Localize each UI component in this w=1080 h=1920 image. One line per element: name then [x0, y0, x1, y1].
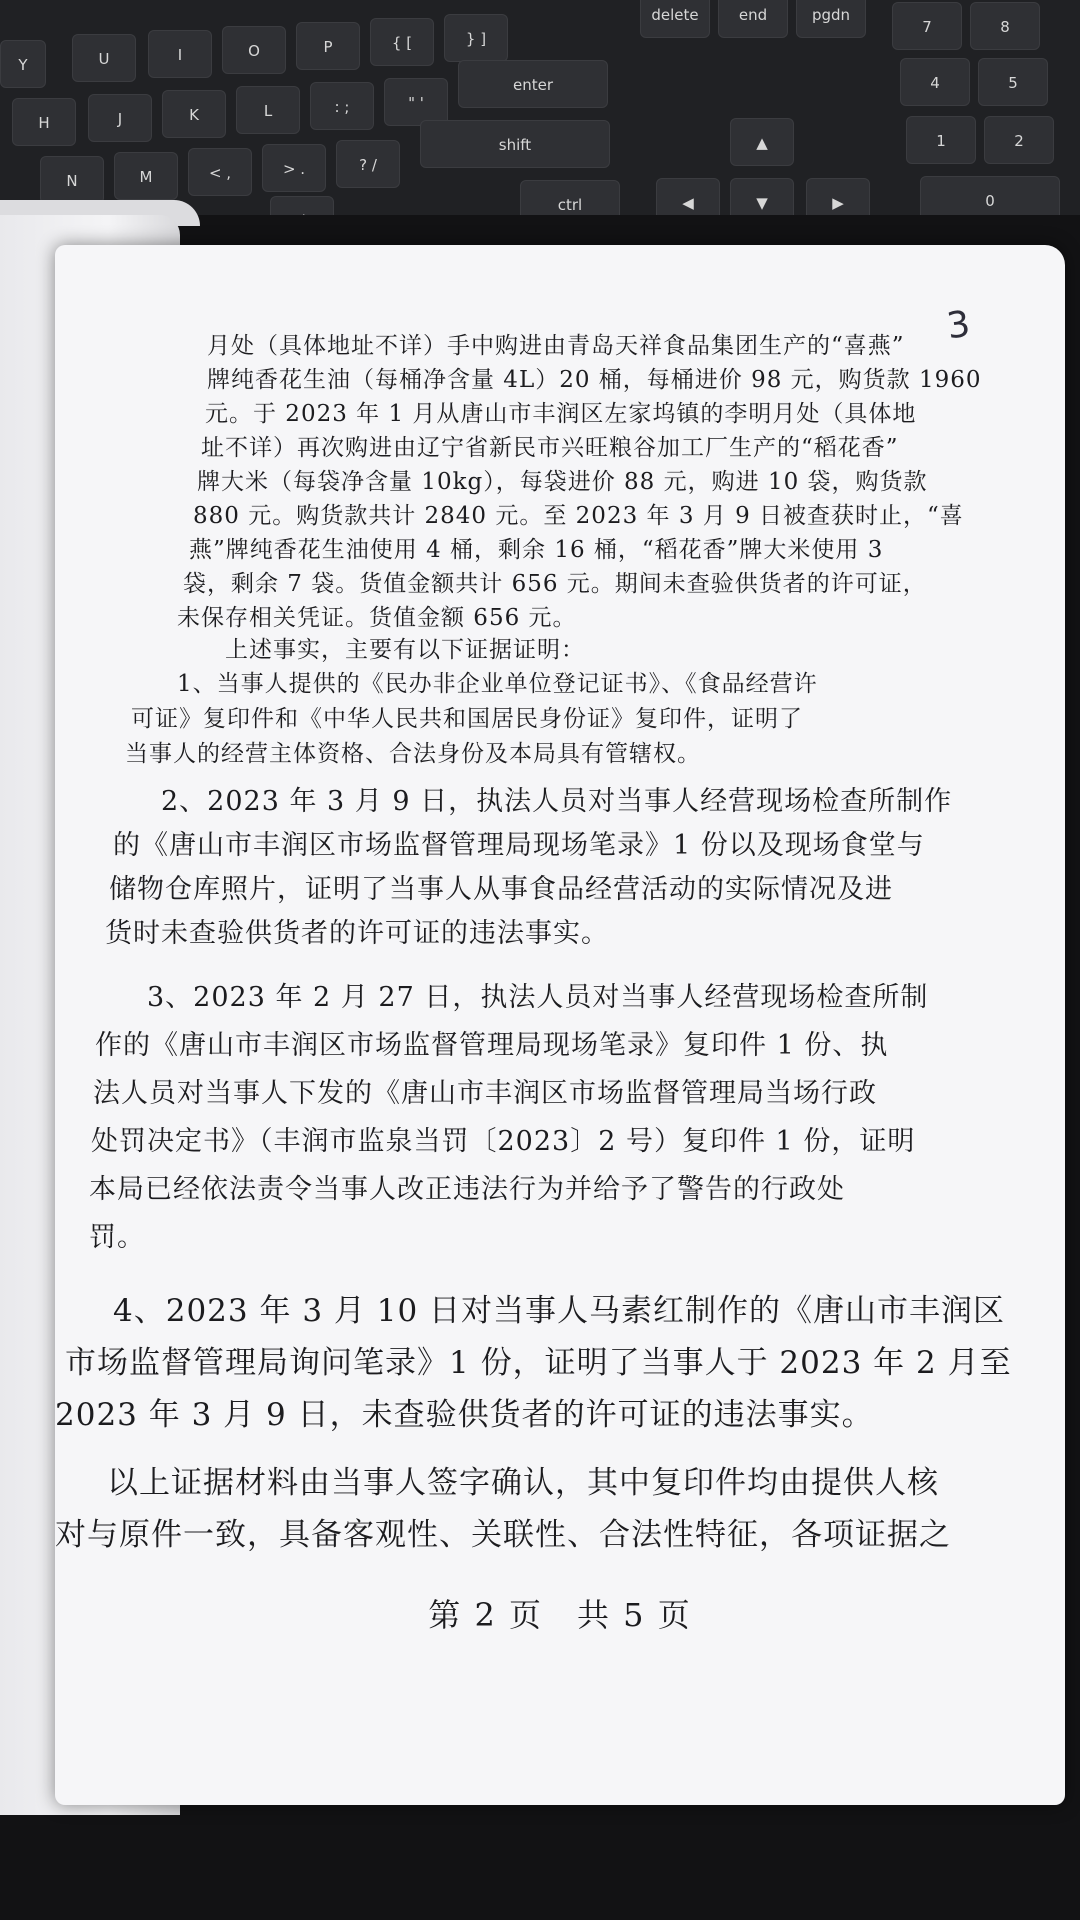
text-line: 可证》复印件和《中华人民共和国居民身份证》复印件，证明了	[131, 706, 803, 732]
text-line: 当事人的经营主体资格、合法身份及本局具有管辖权。	[125, 741, 701, 767]
text-line: 牌纯香花生油（每桶净含量 4L）20 桶，每桶进价 98 元，购货款 1960	[207, 367, 982, 393]
key-m: M	[114, 152, 178, 200]
text-line: 罚。	[89, 1222, 145, 1253]
text-line: 市场监督管理局询问笔录》1 份，证明了当事人于 2023 年 2 月至	[65, 1345, 1012, 1381]
key-h: H	[12, 98, 76, 146]
key-n: N	[40, 156, 104, 204]
key-num-0: 0	[920, 176, 1060, 224]
key-enter: enter	[458, 60, 608, 108]
text-line: 货时未查验供货者的许可证的违法事实。	[105, 918, 609, 949]
key-l: L	[236, 86, 300, 134]
text-line: 址不详）再次购进由辽宁省新民市兴旺粮谷加工厂生产的“稻花香”	[201, 435, 899, 461]
key-y: Y	[0, 40, 46, 88]
key-end: end	[718, 0, 788, 38]
text-line: 处罚决定书》（丰润市监泉当罚〔2023〕2 号）复印件 1 份，证明	[91, 1126, 916, 1157]
text-line: 的《唐山市丰润区市场监督管理局现场笔录》1 份以及现场食堂与	[113, 830, 925, 861]
key-right-arrow: ▶	[806, 178, 870, 226]
key-j: J	[88, 94, 152, 142]
text-line: 月处（具体地址不详）手中购进由青岛天祥食品集团生产的“喜燕”	[207, 333, 905, 359]
key-num-1: 1	[906, 116, 976, 164]
key-semicolon: : ;	[310, 82, 374, 130]
key-comma: < ,	[188, 148, 252, 196]
text-line: 1、当事人提供的《民办非企业单位登记证书》、《食品经营许	[177, 671, 818, 697]
key-pgdn: pgdn	[796, 0, 866, 38]
key-num-2: 2	[984, 116, 1054, 164]
text-line: 储物仓库照片，证明了当事人从事食品经营活动的实际情况及进	[109, 874, 893, 905]
key-down-arrow: ▼	[730, 178, 794, 226]
document-page	[55, 245, 1065, 1805]
key-num-4: 4	[900, 58, 970, 106]
text-line: 上述事实，主要有以下证据证明：	[225, 637, 585, 663]
key-num-5: 5	[978, 58, 1048, 106]
text-line: 2023 年 3 月 9 日，未查验供货者的许可证的违法事实。	[55, 1397, 874, 1433]
key-shift: shift	[420, 120, 610, 168]
text-line: 880 元。购货款共计 2840 元。至 2023 年 3 月 9 日被查获时止，“喜	[193, 503, 964, 529]
text-line: 法人员对当事人下发的《唐山市丰润区市场监督管理局当场行政	[93, 1078, 877, 1109]
text-line: 对与原件一致，具备客观性、关联性、合法性特征，各项证据之	[55, 1517, 951, 1553]
text-line: 燕”牌纯香花生油使用 4 桶，剩余 16 桶，“稻花香”牌大米使用 3	[189, 537, 884, 563]
handwritten-page-number: 3	[944, 303, 973, 348]
text-line: 3、2023 年 2 月 27 日，执法人员对当事人经营现场检查所制	[147, 982, 929, 1013]
text-line: 本局已经依法责令当事人改正违法行为并给予了警告的行政处	[89, 1174, 845, 1205]
text-line: 袋，剩余 7 袋。货值金额共计 656 元。期间未查验供货者的许可证，	[183, 571, 927, 597]
key-p: P	[296, 22, 360, 70]
key-u: U	[72, 34, 136, 82]
text-line: 元。于 2023 年 1 月从唐山市丰润区左家坞镇的李明月处（具体地	[205, 401, 917, 427]
text-line: 以上证据材料由当事人签字确认，其中复印件均由提供人核	[107, 1465, 939, 1501]
text-line: 2、2023 年 3 月 9 日，执法人员对当事人经营现场检查所制作	[161, 786, 953, 817]
text-line: 4、2023 年 3 月 10 日对当事人马素红制作的《唐山市丰润区	[113, 1293, 1006, 1329]
page-content	[55, 245, 1065, 1805]
key-k: K	[162, 90, 226, 138]
key-ctrl: ctrl	[520, 180, 620, 228]
key-num-7: 7	[892, 2, 962, 50]
text-line: 牌大米（每袋净含量 10kg），每袋进价 88 元，购进 10 袋，购货款	[197, 469, 928, 495]
key-left-arrow: ◀	[656, 178, 720, 226]
key-o: O	[222, 26, 286, 74]
text-line: 未保存相关凭证。货值金额 656 元。	[177, 605, 577, 631]
key-num-8: 8	[970, 2, 1040, 50]
key-up-arrow: ▲	[730, 118, 794, 166]
key-close-bracket: } ]	[444, 14, 508, 62]
key-slash: ? /	[336, 140, 400, 188]
key-quote: " '	[384, 78, 448, 126]
text-line: 作的《唐山市丰润区市场监督管理局现场笔录》复印件 1 份、执	[95, 1030, 889, 1061]
key-delete: delete	[640, 0, 710, 38]
page-footer: 第 2 页 共 5 页	[428, 1596, 692, 1634]
key-period: > .	[262, 144, 326, 192]
key-i: I	[148, 30, 212, 78]
key-open-bracket: { [	[370, 18, 434, 66]
